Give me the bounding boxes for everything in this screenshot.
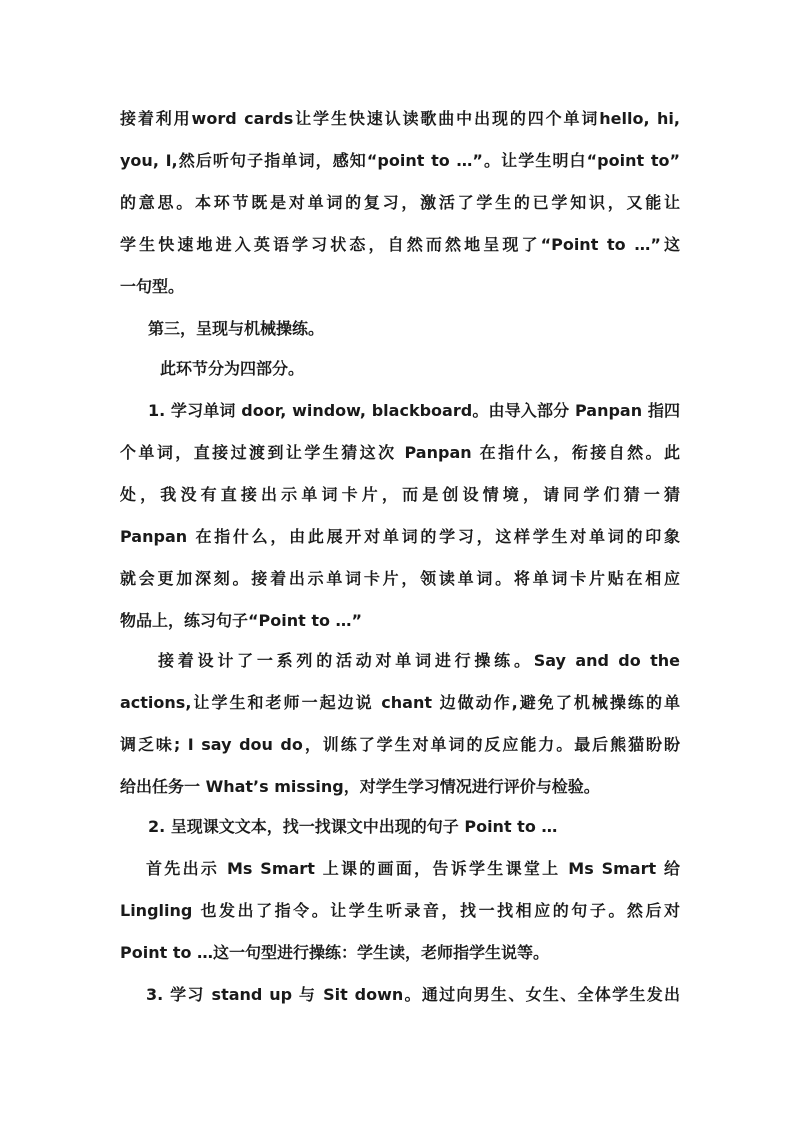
- paragraph-line: 物品上，练习句子“Point to …”: [120, 611, 363, 630]
- paragraph-line: actions,让学生和老师一起边说 chant 边做动作,避免了机械操练的单: [120, 693, 680, 712]
- list-item-2-line: 2. 呈现课文文本，找一找课文中出现的句子 Point to …: [148, 817, 558, 836]
- section-heading: 第三，呈现与机械操练。: [148, 319, 325, 338]
- paragraph-line: 接着设计了一系列的活动对单词进行操练。Say and do the: [158, 651, 680, 670]
- paragraph-line: 个单词，直接过渡到让学生猜这次 Panpan 在指什么，衔接自然。此: [120, 443, 680, 462]
- list-item-1-line: 1. 学习单词 door, window, blackboard。由导入部分 Panpan 指四: [148, 401, 680, 420]
- paragraph-line: 调乏味; I say dou do，训练了学生对单词的反应能力。最后熊猫盼盼: [120, 735, 680, 754]
- paragraph-line: Lingling 也发出了指令。让学生听录音，找一找相应的句子。然后对: [120, 901, 680, 920]
- paragraph-line: 处，我没有直接出示单词卡片，而是创设情境，请同学们猜一猜: [120, 485, 680, 504]
- paragraph-line: you, I,然后听句子指单词，感知“point to …”。让学生明白“point to”: [120, 151, 680, 170]
- paragraph-line: 一句型。: [120, 277, 185, 296]
- list-item-3-line: 3. 学习 stand up 与 Sit down。通过向男生、女生、全体学生发出: [146, 985, 680, 1004]
- paragraph-line: 就会更加深刻。接着出示单词卡片，领读单词。将单词卡片贴在相应: [120, 569, 680, 588]
- paragraph-line: 首先出示 Ms Smart 上课的画面，告诉学生课堂上 Ms Smart 给: [146, 859, 680, 878]
- paragraph-line: 此环节分为四部分。: [160, 359, 305, 378]
- paragraph-line: 接着利用word cards让学生快速认读歌曲中出现的四个单词hello, hi,: [120, 109, 680, 128]
- paragraph-line: Point to …这一句型进行操练：学生读，老师指学生说等。: [120, 943, 550, 962]
- paragraph-line: 学生快速地进入英语学习状态，自然而然地呈现了“Point to …”这: [120, 235, 680, 254]
- paragraph-line: 的意思。本环节既是对单词的复习，激活了学生的已学知识，又能让: [120, 193, 680, 212]
- paragraph-line: 给出任务一 What’s missing，对学生学习情况进行评价与检验。: [120, 777, 600, 796]
- paragraph-line: Panpan 在指什么，由此展开对单词的学习，这样学生对单词的印象: [120, 527, 680, 546]
